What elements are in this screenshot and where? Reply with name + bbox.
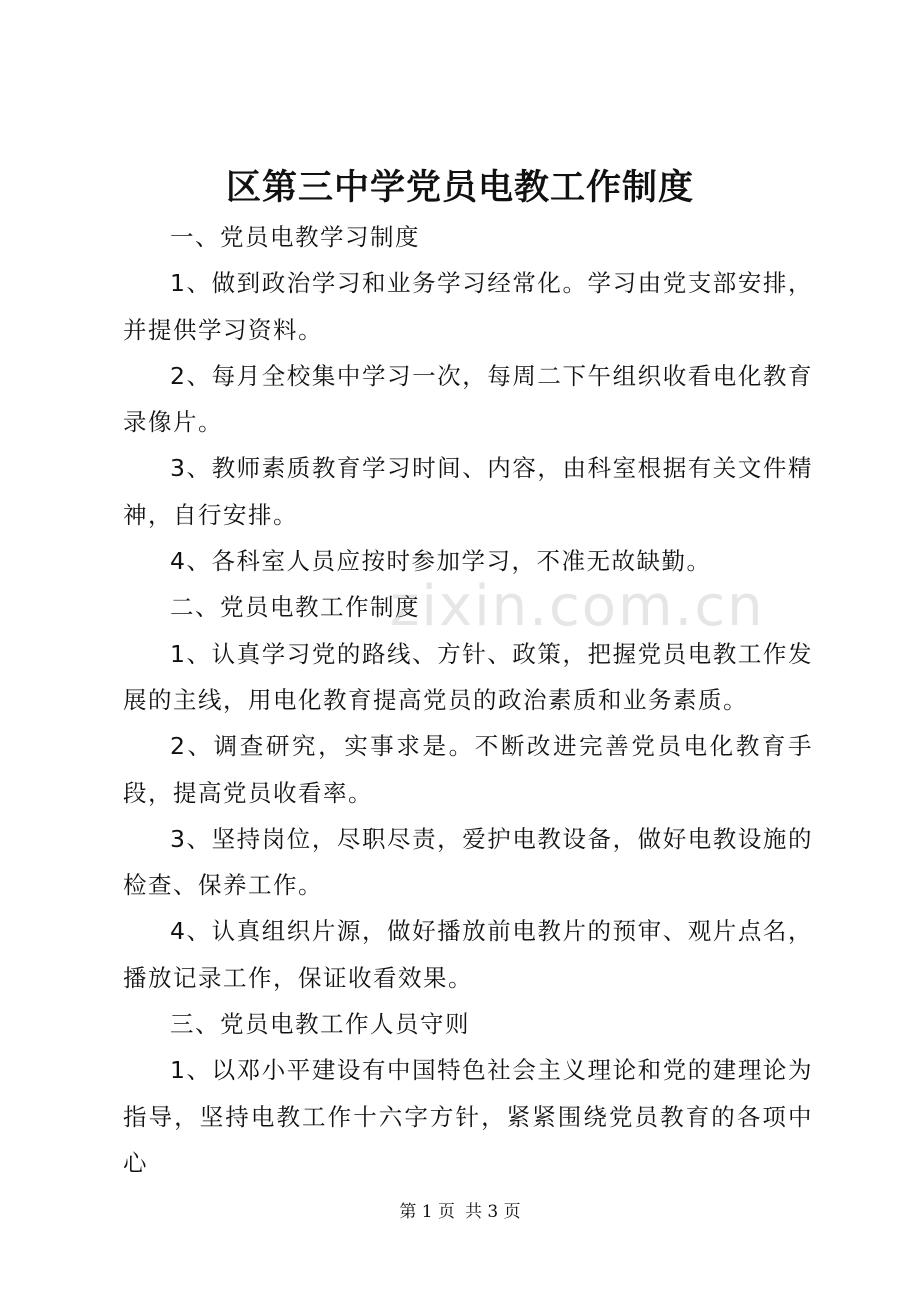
paragraph: 1、以邓小平建设有中国特色社会主义理论和党的建理论为指导，坚持电教工作十六字方针，紧紧围绕党员教育的各项中心	[123, 1056, 813, 1177]
paragraph: 3、坚持岗位，尽职尽责，爱护电教设备，做好电教设施的检查、保养工作。	[123, 824, 813, 900]
watermark: zixin.com.cn	[390, 574, 765, 639]
page-total: 共 3 页	[465, 1202, 521, 1222]
page-number: 第 1 页	[399, 1202, 455, 1222]
paragraph: 4、各科室人员应按时参加学习，不准无故缺勤。	[170, 547, 712, 576]
paragraph: 4、认真组织片源，做好播放前电教片的预审、观片点名，播放记录工作，保证收看效果。	[123, 917, 813, 992]
page-footer	[0, 1198, 920, 1226]
paragraph: 1、做到政治学习和业务学习经常化。学习由党支部安排，并提供学习资料。	[123, 269, 813, 344]
paragraph: 2、调查研究，实事求是。不断改进完善党员电化教育手段，提高党员收看率。	[123, 732, 813, 807]
paragraph: 3、教师素质教育学习时间、内容，由科室根据有关文件精神，自行安排。	[123, 454, 813, 529]
section-heading-3: 三、党员电教工作人员守则	[170, 1010, 470, 1039]
document-body	[123, 214, 813, 1186]
document-title: 区第三中学党员电教工作制度	[225, 167, 694, 208]
section-heading-1: 一、党员电教学习制度	[170, 223, 420, 251]
section-heading-2: 二、党员电教工作制度	[170, 593, 420, 622]
paragraph: 1、认真学习党的路线、方针、政策，把握党员电教工作发展的主线，用电化教育提高党员的政治素质和业务素质。	[123, 639, 813, 714]
paragraph: 2、每月全校集中学习一次，每周二下午组织收看电化教育录像片。	[123, 361, 813, 437]
